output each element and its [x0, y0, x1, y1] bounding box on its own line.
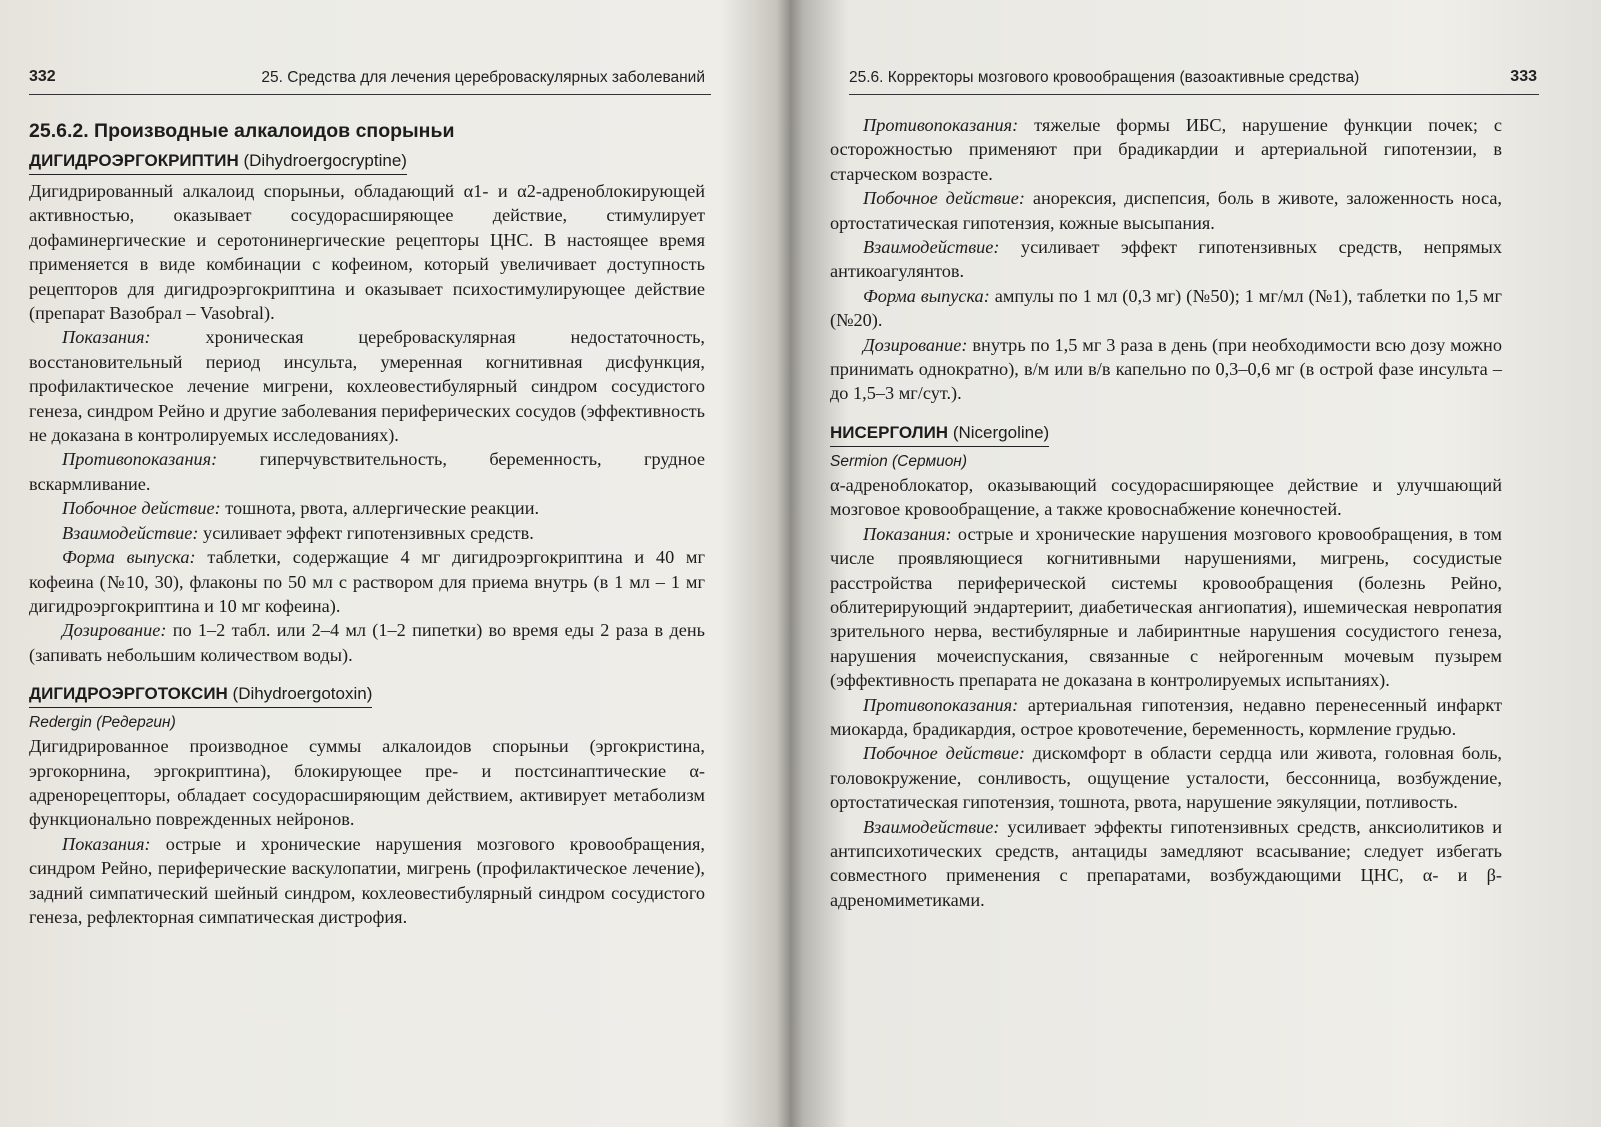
drug-latin-name: (Dihydroergotoxin)	[232, 684, 373, 704]
contraindications-label: Противопоказания:	[62, 449, 218, 470]
release-form-text: таблетки, содержащие 4 мг дигидроэргокриптина и 40 мг кофеина (№10, 30), флаконы по 50 мл с раствором для приема внутрь (в 1 мл – 1 мг дигидроэргокриптина и 10 мг кофеина).	[29, 547, 705, 616]
indications-paragraph	[830, 522, 1502, 693]
interaction-paragraph	[830, 815, 1502, 913]
running-title: 25.6. Корректоры мозгового кровообращения (вазоактивные средства)	[849, 69, 1360, 86]
drug-description: Дигидрированное производное суммы алкалоидов спорыньи (эргокристина, эргокорнина, эргокриптина), блокирующее пре- и постсинаптические α-адренорецепторы, обладает сосудорасширяющим действием, активирует метаболизм функционально поврежденных нейронов.	[29, 736, 705, 830]
interaction-paragraph	[830, 235, 1502, 284]
side-effects-label: Побочное действие:	[863, 188, 1025, 209]
release-form-text: ампулы по 1 мл (0,3 мг) (№50); 1 мг/мл (№1), таблетки по 1,5 мг (№20).	[830, 285, 1502, 331]
release-form-label: Форма выпуска:	[863, 285, 990, 306]
drug-heading	[29, 149, 407, 175]
trade-name: Sermion (Сермион)	[830, 452, 968, 470]
contraindications-text: тяжелые формы ИБС, нарушение функции почек; с осторожностью применяют при брадикардии и артериальной гипотензии, в старческом возрасте.	[830, 115, 1502, 184]
dosage-text: по 1–2 табл. или 2–4 мл (1–2 пипетки) во время еды 2 раза в день (запивать небольшим количеством воды).	[29, 620, 705, 665]
indications-paragraph	[29, 325, 705, 447]
release-form-paragraph	[830, 284, 1502, 333]
interaction-label: Взаимодействие:	[62, 522, 199, 543]
drug-name: НИСЕРГОЛИН	[830, 422, 949, 442]
page-number: 333	[1510, 68, 1537, 85]
indications-text: острые и хронические нарушения мозгового кровообращения, в том числе проявляющиеся когнитивными нарушениями, мигрень, сосудистые расстройства периферической системы кровообращения (болезнь Рейно, облитерирующий эндартериит, диабетическая ангиопатия), ишемическая невропатия зрительного нерва, вестибулярные и лабиринтные нарушения сосудистого генеза, нарушения мочеиспускания, связанные с нейрогенным мочевым пузырем (эффективность препарата не доказана в контролируемых испытаниях).	[830, 523, 1502, 691]
trade-name: Redergin (Редергин)	[29, 714, 176, 732]
contraindications-paragraph	[29, 447, 705, 496]
side-effects-text: дискомфорт в области сердца или живота, головная боль, головокружение, сонливость, ощущение усталости, бессонница, возбуждение, ортостатическая гипотензия, тошнота, рвота, нарушение эякуляции, потливость.	[830, 743, 1502, 813]
interaction-label: Взаимодействие:	[863, 816, 1000, 837]
drug-latin-name: (Dihydroergocryptine)	[243, 151, 407, 170]
indications-label: Показания:	[863, 523, 952, 544]
contraindications-text: гиперчувствительность, беременность, грудное вскармливание.	[29, 449, 705, 494]
section-title: 25.6.2. Производные алкалоидов спорыньи	[29, 120, 455, 142]
right-page-body	[830, 113, 1502, 912]
interaction-label: Взаимодействие:	[863, 237, 1000, 258]
dosage-label: Дозирование:	[863, 334, 968, 355]
indications-label: Показания:	[62, 327, 151, 348]
running-header-right	[849, 66, 1539, 95]
drug-heading	[830, 421, 1049, 447]
drug-latin-name: (Nicergoline)	[952, 422, 1050, 442]
drug-description: α-адреноблокатор, оказывающий сосудорасширяющее действие и улучшающий мозговое кровообращение, а также кровоснабжение конечностей.	[830, 474, 1502, 520]
indications-paragraph	[29, 832, 705, 930]
dosage-text: внутрь по 1,5 мг 3 раза в день (при необходимости всю дозу можно принимать однократно), в/м или в/в капельно по 0,3–0,6 мг (в острой фазе инсульта – до 1,5–3 мг/сут.).	[830, 334, 1502, 404]
side-effects-paragraph	[29, 496, 705, 520]
interaction-text: усиливает эффект гипотензивных средств, непрямых антикоагулянтов.	[830, 237, 1502, 282]
contraindications-paragraph	[830, 693, 1502, 742]
indications-text: острые и хронические нарушения мозгового кровообращения, синдром Рейно, периферические васкулопатии, мигрень (профилактическое лечение), задний симпатический шейный синдром, кохлеовестибулярный синдром сосудистого генеза, рефлекторная симпатическая дистрофия.	[29, 833, 705, 927]
contraindications-label: Противопоказания:	[863, 115, 1019, 135]
contraindications-label: Противопоказания:	[863, 694, 1019, 715]
page-number: 332	[29, 68, 56, 85]
side-effects-paragraph	[830, 186, 1502, 235]
side-effects-label: Побочное действие:	[62, 498, 221, 519]
contraindications-text: артериальная гипотензия, недавно перенесенный инфаркт миокарда, брадикардия, острое кровотечение, беременность, кормление грудью.	[830, 694, 1502, 739]
side-effects-label: Побочное действие:	[863, 743, 1025, 764]
left-page	[0, 0, 800, 1127]
interaction-paragraph	[29, 521, 705, 545]
right-page	[805, 0, 1601, 1127]
interaction-text: усиливает эффект гипотензивных средств.	[203, 522, 534, 543]
release-form-paragraph	[29, 545, 705, 618]
interaction-text: усиливает эффекты гипотензивных средств, анксиолитиков и антипсихотических средств, антациды замедляют всасывание; следует избегать совместного применения с препаратами, возбуждающими ЦНС, α- и β-адреномиметиками.	[830, 816, 1502, 910]
dosage-label: Дозирование:	[62, 620, 167, 641]
drug-name: ДИГИДРОЭРГОКРИПТИН	[29, 151, 239, 170]
left-page-body	[29, 118, 705, 929]
contraindications-paragraph	[830, 113, 1502, 186]
drug-description: Дигидрированный алкалоид спорыньи, обладающий α1- и α2-адреноблокирующей активностью, оказывает сосудорасширяющее действие, стимулирует дофаминергические и серотонинергические рецепторы ЦНС. В настоящее время применяется в виде комбинации с кофеином, который увеличивает доступность рецепторов для дигидроэргокриптина и оказывает психостимулирующее действие (препарат Вазобрал – Vasobral).	[29, 181, 705, 324]
side-effects-paragraph	[830, 741, 1502, 814]
running-title: 25. Средства для лечения цереброваскулярных заболеваний	[261, 69, 705, 86]
side-effects-text: тошнота, рвота, аллергические реакции.	[225, 498, 540, 519]
drug-heading	[29, 682, 372, 708]
release-form-label: Форма выпуска:	[62, 547, 196, 568]
drug-name: ДИГИДРОЭРГОТОКСИН	[29, 684, 228, 704]
dosage-paragraph	[29, 618, 705, 667]
indications-text: хроническая цереброваскулярная недостаточность, восстановительный период инсульта, умеренная когнитивная дисфункция, профилактическое лечение мигрени, кохлеовестибулярный синдром сосудистого генеза, синдром Рейно и другие заболевания периферических сосудов (эффективность не доказана в контролируемых исследованиях).	[29, 327, 705, 446]
side-effects-text: анорексия, диспепсия, боль в животе, заложенность носа, ортостатическая гипотензия, кожные высыпания.	[830, 188, 1502, 233]
running-header-left	[29, 66, 711, 95]
dosage-paragraph	[830, 333, 1502, 406]
indications-label: Показания:	[62, 833, 151, 854]
